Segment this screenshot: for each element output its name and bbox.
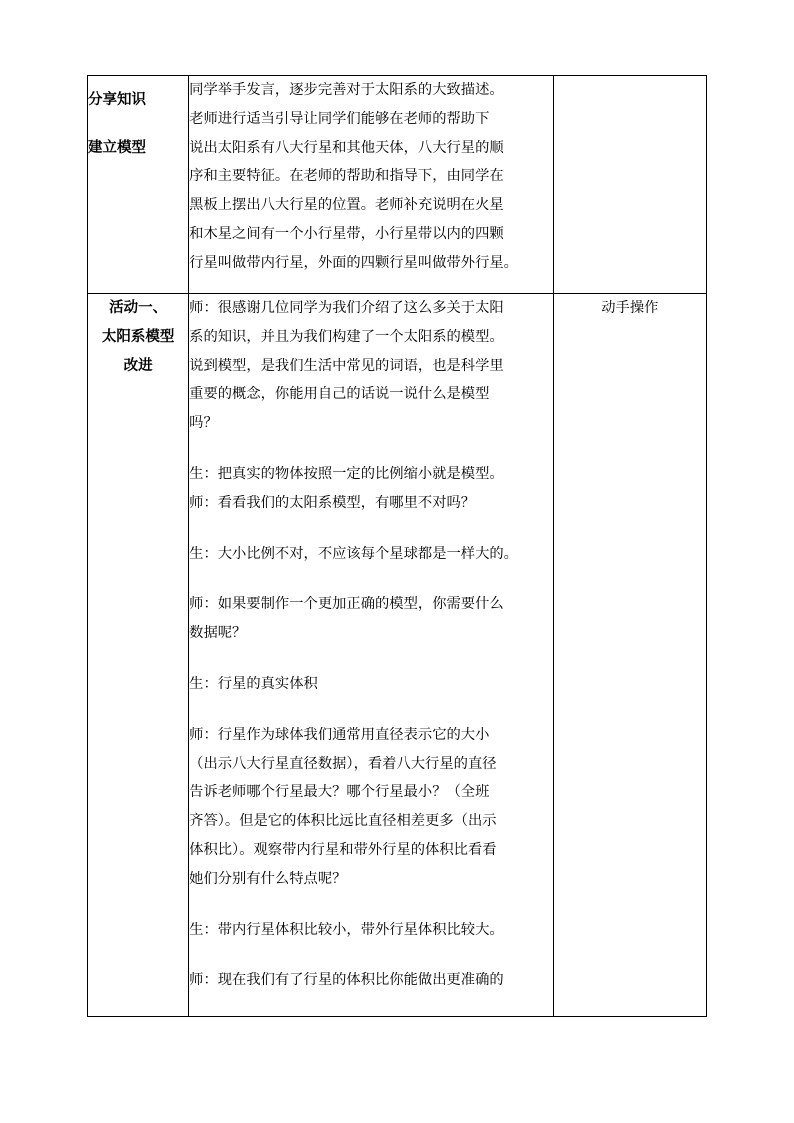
dialogue-line: 说到模型，是我们生活中常见的词语，也是科学里 <box>189 357 504 374</box>
content-line: 同学举手发言，逐步完善对于太阳系的大致描述。 <box>189 82 504 98</box>
row-label-line: 改进 <box>123 358 153 374</box>
dialogue-line: （出示八大行星直径数据），看着八大行星的直径 <box>189 755 497 772</box>
content-line: 行星叫做带内行星，外面的四颗行星叫做带外行星。 <box>189 254 518 271</box>
row-note-cell: 动手操作 <box>553 294 706 1017</box>
dialogue-line: 系的知识，并且为我们构建了一个太阳系的模型。 <box>189 328 504 345</box>
dialogue-line: 生：带内行星体积比较小，带外行星体积比较大。 <box>189 921 504 938</box>
row-note-cell <box>553 76 706 294</box>
dialogue-line: 师：看看我们的太阳系模型，有哪里不对吗？ <box>189 494 476 511</box>
dialogue-line: 她们分别有什么特点呢？ <box>189 870 347 887</box>
content-line: 序和主要特征。在老师的帮助和指导下，由同学在 <box>189 168 504 185</box>
dialogue-line: 齐答）。但是它的体积比远比直径相差更多（出示 <box>189 813 497 830</box>
row-label-line: 活动一、 <box>109 300 168 316</box>
dialogue-line: 师：很感谢几位同学为我们介绍了这么多关于太阳 <box>189 300 504 316</box>
table-row-share-knowledge <box>88 76 707 294</box>
dialogue-line: 生：把真实的物体按照一定的比例缩小就是模型。 <box>189 465 504 482</box>
content-line: 和木星之间有一个小行星带，小行星带以内的四颗 <box>189 225 504 242</box>
content-line: 老师进行适当引导让同学们能够在老师的帮助下 <box>189 110 490 127</box>
row-label-cell <box>88 76 189 294</box>
dialogue-line: 吗？ <box>189 415 218 432</box>
row-label-cell <box>88 294 189 1017</box>
dialogue-line: 重要的概念，你能用自己的话说一说什么是模型 <box>189 386 490 403</box>
content-line: 黑板上摆出八大行星的位置。老师补充说明在火星 <box>189 197 504 214</box>
dialogue-line: 师：如果要制作一个更加正确的模型，你需要什么 <box>189 596 504 613</box>
dialogue-line: 体积比）。观察带内行星和带外行星的体积比看看 <box>189 841 497 858</box>
row-label-line: 分享知识 <box>88 92 146 108</box>
row-label-line: 太阳系模型 <box>101 329 175 345</box>
dialogue-line: 告诉老师哪个行星最大？哪个行星最小？（全班 <box>189 784 490 801</box>
dialogue-line: 师：行星作为球体我们通常用直径表示它的大小 <box>189 726 490 743</box>
dialogue-line: 师：现在我们有了行星的体积比你能做出更准确的 <box>189 972 504 989</box>
row-label-line: 建立模型 <box>88 140 146 156</box>
lesson-plan-table <box>87 75 707 1017</box>
table-row-activity-one <box>88 294 707 1017</box>
row-content-cell <box>189 294 554 1017</box>
content-line: 说出太阳系有八大行星和其他天体，八大行星的顺 <box>189 139 504 156</box>
dialogue-line: 生：大小比例不对，不应该每个星球都是一样大的。 <box>189 545 518 562</box>
row-content-cell <box>189 76 554 294</box>
dialogue-line: 数据呢？ <box>189 625 247 642</box>
dialogue-line: 生：行星的真实体积 <box>189 675 318 692</box>
